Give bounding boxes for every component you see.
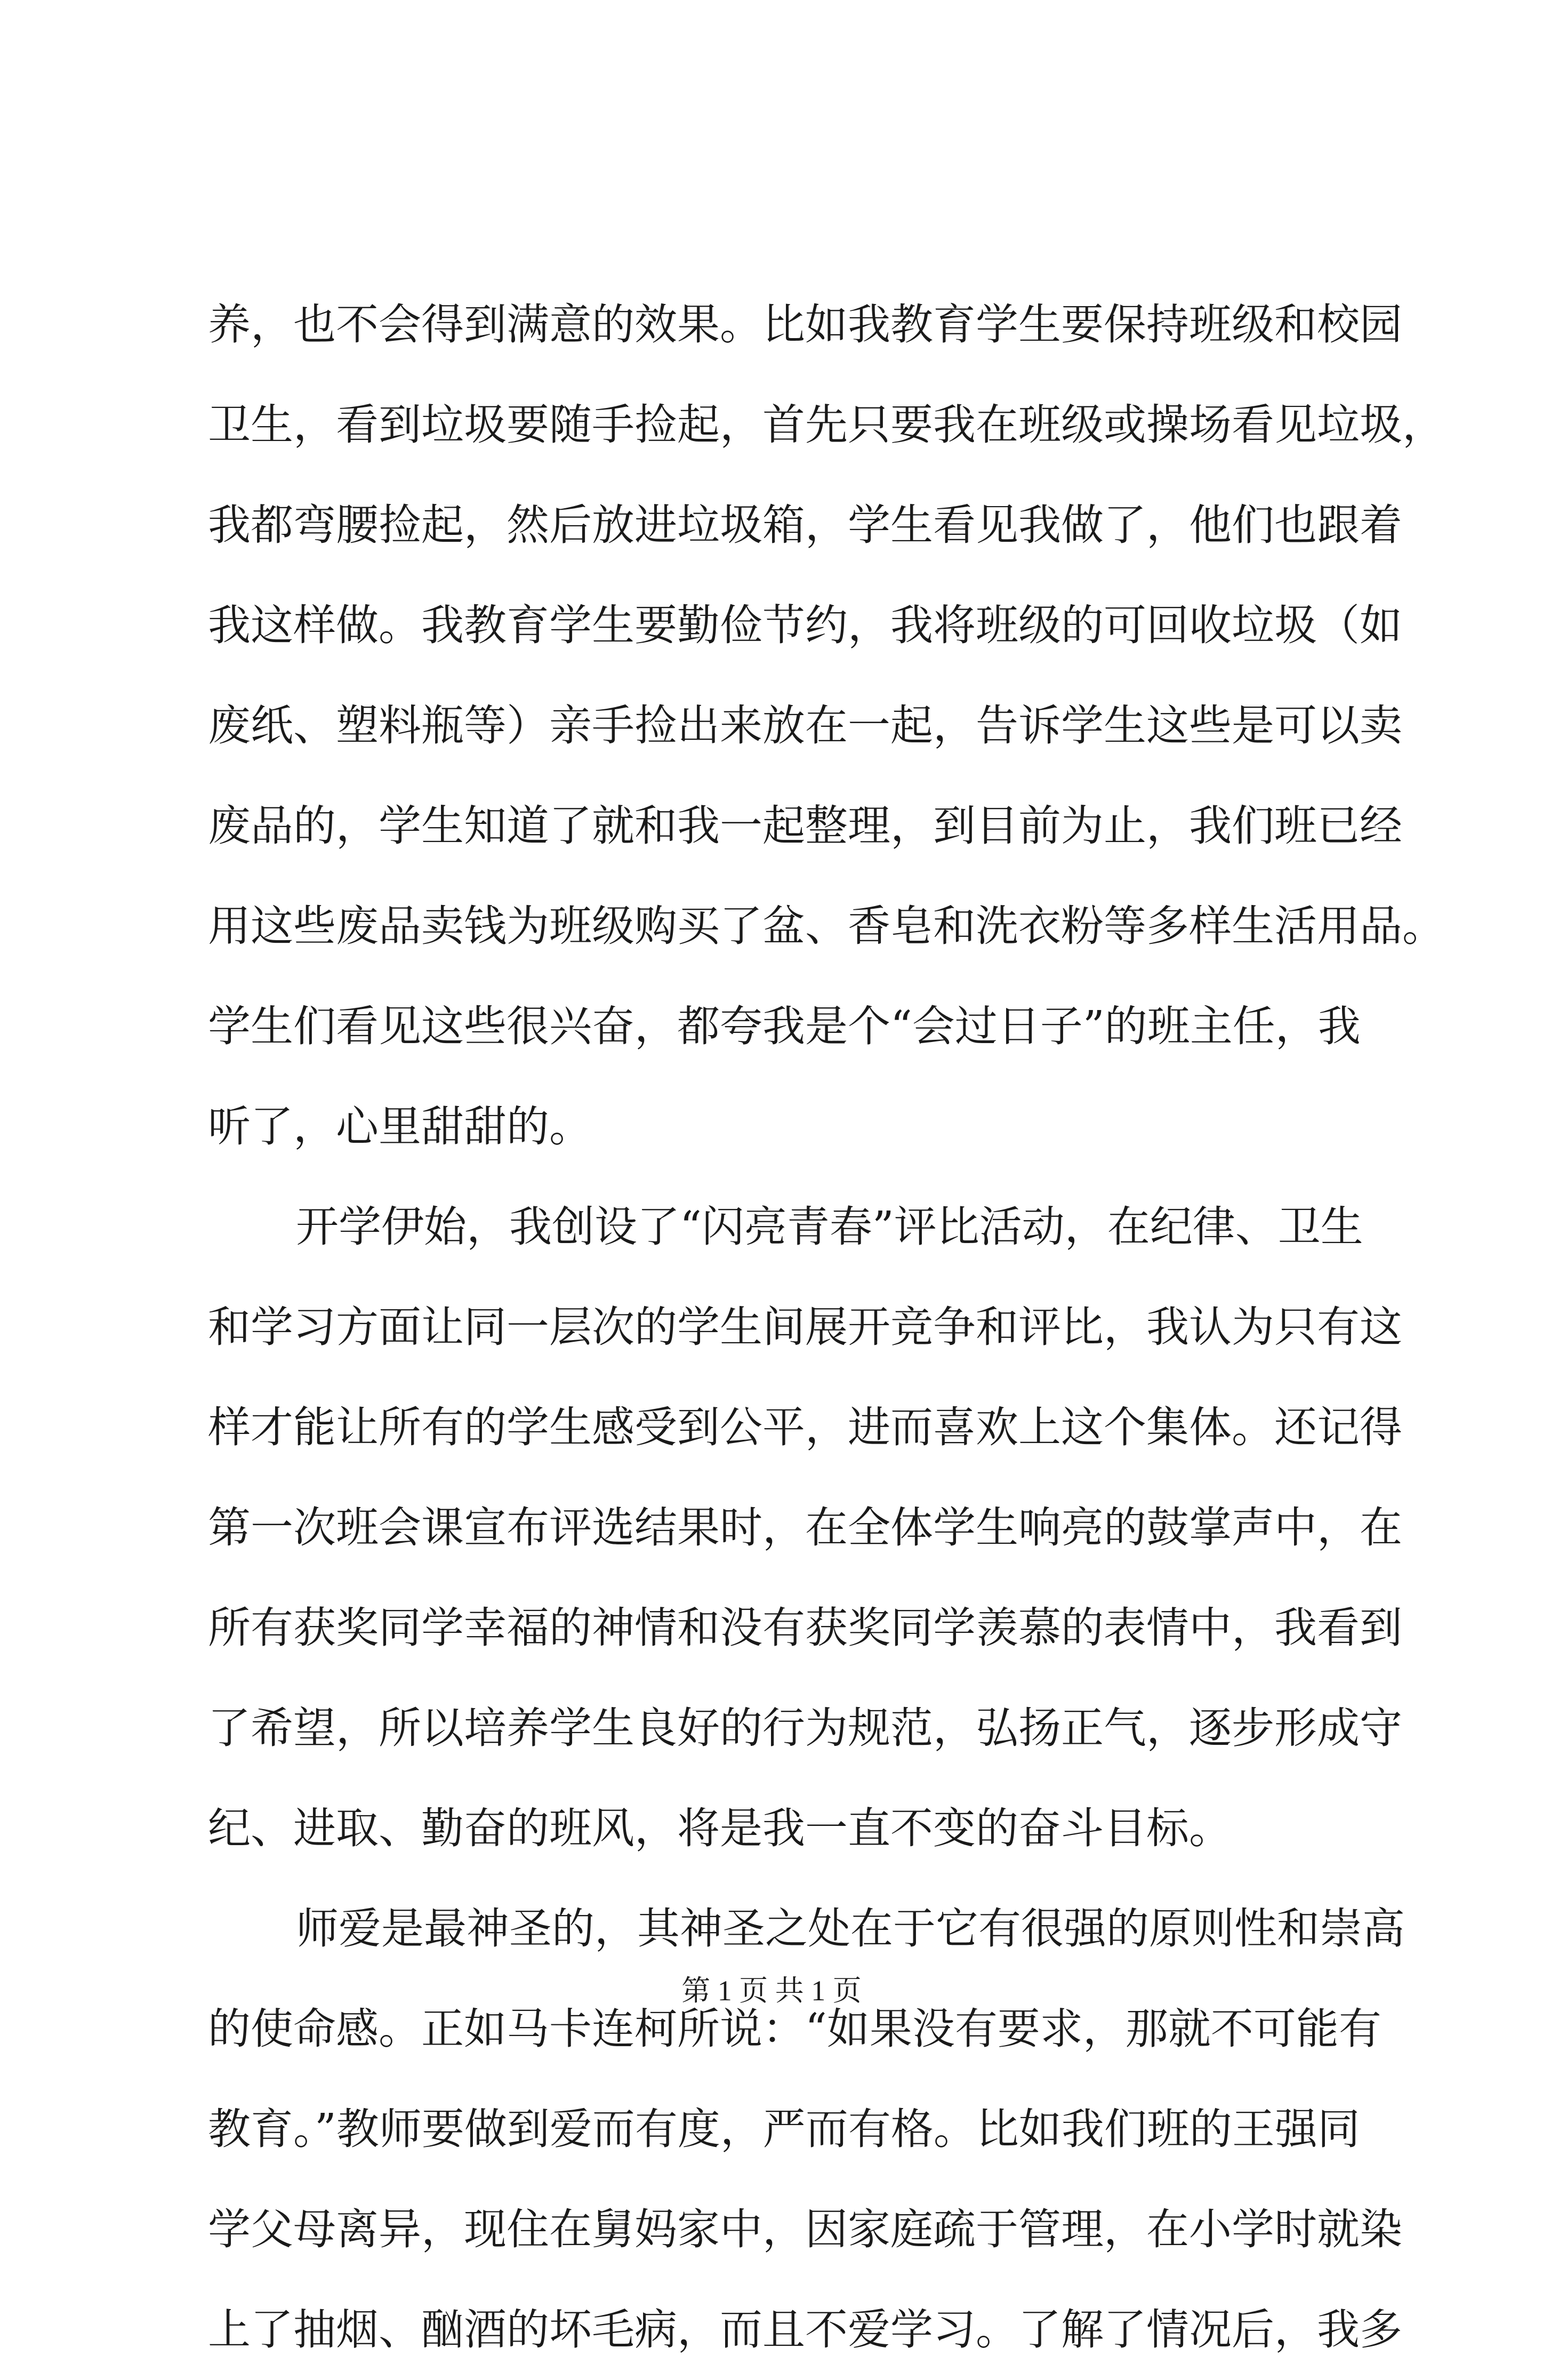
paragraph — [208, 275, 1445, 1177]
paragraph — [208, 1879, 1405, 2380]
text-line: 学父母离异，现住在舅妈家中，因家庭疏于管理，在小学时就染 — [208, 2205, 1402, 2254]
text-line: 养，也不会得到满意的效果。比如我教育学生要保持班级和校园 — [208, 300, 1402, 349]
text-line: 所有获奖同学幸福的神情和没有获奖同学羡慕的表情中，我看到 — [208, 1603, 1402, 1653]
text-line: 教育。”教师要做到爱而有度，严而有格。比如我们班的王强同 — [208, 2104, 1360, 2154]
text-line: 废纸、塑料瓶等）亲手捡出来放在一起，告诉学生这些是可以卖 — [208, 701, 1402, 750]
text-line: 开学伊始，我创设了“闪亮青春”评比活动，在纪律、卫生 — [296, 1202, 1363, 1252]
text-line: 我这样做。我教育学生要勤俭节约，我将班级的可回收垃圾（如 — [208, 600, 1402, 650]
text-line: 的使命感。正如马卡连柯所说：“如果没有要求，那就不可能有 — [208, 2004, 1381, 2054]
page-number: 第 1 页 共 1 页 — [681, 1975, 862, 2007]
paragraph — [208, 1177, 1402, 1879]
text-line: 纪、进取、勤奋的班风，将是我一直不变的奋斗目标。 — [208, 1804, 1232, 1853]
text-line: 听了，心里甜甜的。 — [208, 1102, 592, 1151]
text-line: 我都弯腰捡起，然后放进垃圾箱，学生看见我做了，他们也跟着 — [208, 500, 1402, 550]
text-line: 样才能让所有的学生感受到公平，进而喜欢上这个集体。还记得 — [208, 1403, 1402, 1452]
text-line: 师爱是最神圣的，其神圣之处在于它有很强的原则性和崇高 — [296, 1904, 1405, 1953]
page-footer — [0, 1968, 1543, 2009]
text-line: 了希望，所以培养学生良好的行为规范，弘扬正气，逐步形成守 — [208, 1703, 1402, 1753]
document-body — [208, 275, 1445, 2380]
text-line: 用这些废品卖钱为班级购买了盆、香皂和洗衣粉等多样生活用品。 — [208, 901, 1445, 951]
text-line: 废品的，学生知道了就和我一起整理，到目前为止，我们班已经 — [208, 801, 1402, 851]
text-line: 上了抽烟、酗酒的坏毛病，而且不爱学习。了解了情况后，我多 — [208, 2305, 1402, 2354]
text-line: 和学习方面让同一层次的学生间展开竞争和评比，我认为只有这 — [208, 1302, 1402, 1352]
text-line: 卫生，看到垃圾要随手捡起，首先只要我在班级或操场看见垃圾， — [208, 400, 1445, 450]
text-line: 第一次班会课宣布评选结果时，在全体学生响亮的鼓掌声中，在 — [208, 1503, 1402, 1552]
text-line: 学生们看见这些很兴奋，都夸我是个“会过日子”的班主任，我 — [208, 1001, 1361, 1051]
